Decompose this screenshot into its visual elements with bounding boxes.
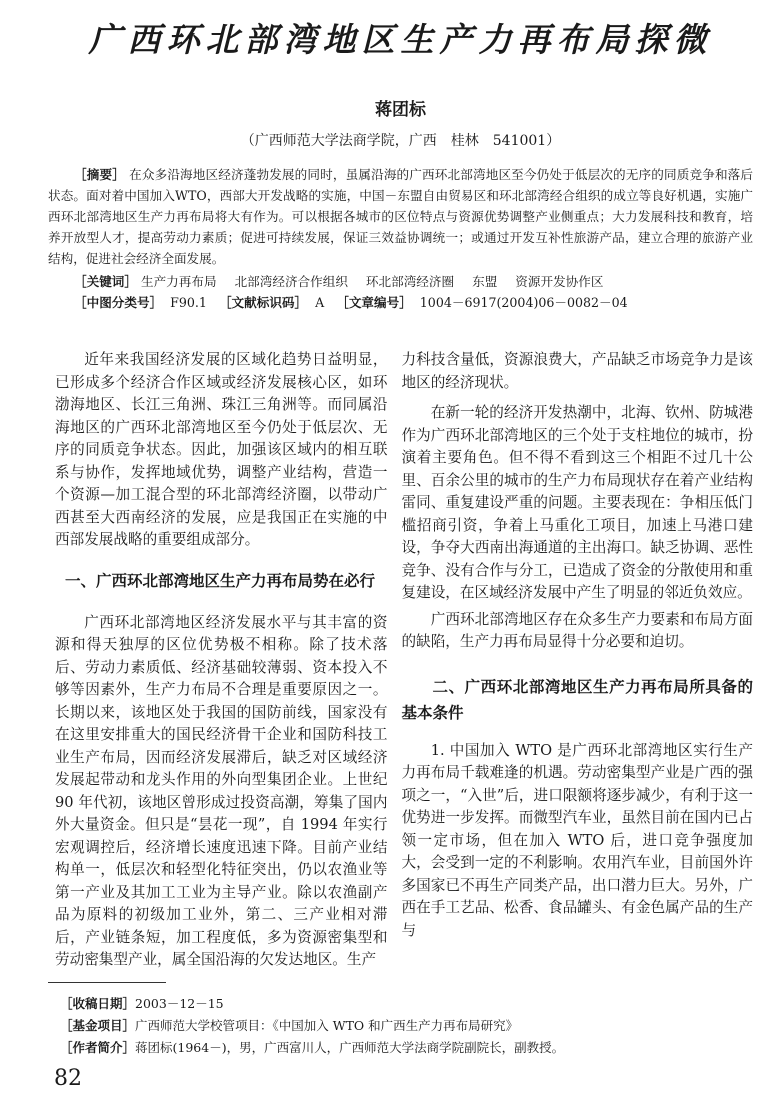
article-no-label: ［文章编号］ — [336, 295, 412, 310]
abstract-label: ［摘要］ — [74, 167, 125, 182]
footnote-author — [60, 1037, 753, 1059]
left-column — [55, 349, 388, 972]
section-2-paragraph-1: 1. 中国加入 WTO 是广西环北部湾地区实行生产力再布局千载难逢的机遇。劳动密集型产业是广西的强项之一，“入世”后，进口限额将逐步减少，有利于这一优势进一步发挥。而微型汽车业，虽然目前在国内已占领一定市场，但在加入 WTO 后，进口竞争强度加大，会受到一定的不利影响。农用汽车业，目前国外许多国家已不再生产同类产品，出口潜力巨大。另外，广西在手工艺品、松香、食品罐头、有金色属产品的生产与 — [401, 741, 753, 939]
right-column — [402, 349, 753, 942]
footnote-received — [60, 993, 753, 1015]
keyword: 环北部湾经济圈 — [365, 274, 455, 289]
section-1-paragraph-3: 广西环北部湾地区存在众多生产力要素和布局方面的缺陷，生产力再布局显得十分必要和迫切。 — [401, 610, 753, 650]
abstract-text: 在众多沿海地区经济蓬勃发展的同时，虽属沿海的广西环北部湾地区至今仍处于低层次的无序的同质竞争和落后状态。面对着中国加入WTO，西部大开发战略的实施，中国－东盟自由贸易区和环北部湾经合组织的成立等良好机遇，实施广西环北部湾地区生产力再布局将大有作为。可以根据各城市的区位特点与资源优势调整产业侧重点；大力发展科技和教育，培养开放型人才，提高劳动力素质；促进可持续发展，保证三效益协调统一；或通过开发互补性旅游产品，建立合理的旅游产业结构，促进社会经济全面发展。 — [48, 167, 754, 266]
keyword: 东盟 — [472, 274, 498, 289]
page-number: 82 — [54, 1065, 82, 1091]
intro-paragraph: 近年来我国经济发展的区域化趋势日益明显，已形成多个经济合作区域或经济发展核心区，如环渤海地区、长江三角洲、珠江三角洲等。而同属沿海地区的广西环北部湾地区至今仍处于低层次、无序的同质竞争状态。因此，加强该区域内的相互联系与协作，发挥地域优势，调整产业结构，营造一个资源—加工混合型的环北部湾经济圈，以带动广西甚至大西南经济的发展，应是我国正在实施的中西部发展战略的重要组成部分。 — [55, 351, 388, 548]
clc-value: F90.1 — [170, 295, 207, 310]
section-1-paragraph-1-continued: 力科技含量低，资源浪费大，产品缺乏市场竞争力是该地区的经济现状。 — [401, 351, 753, 391]
fund-label: ［基金项目］ — [60, 1017, 136, 1033]
keyword: 北部湾经济合作组织 — [234, 274, 348, 289]
article-no-value: 1004－6917(2004)06－0082－04 — [419, 295, 628, 310]
section-1-paragraph-2: 在新一轮的经济开发热潮中，北海、钦州、防城港作为广西环北部湾地区的三个处于支柱地位的城市，扮演着主要角色。但不得不看到这三个相距不过几十公里、百余公里的城市的生产力布局现状存在着产业结构雷同、重复建设严重的问题。主要表现在：争相压低门槛招商引资，争着上马重化工项目，加速上马港口建设，争夺大西南出海通道的主出海口。缺乏协调、恶性竞争、没有合作与分工，已造成了资金的分散使用和重复建设，在区域经济发展中产生了明显的邻近负效应。 — [401, 404, 753, 601]
paper-title: 广西环北部湾地区生产力再布局探微 — [88, 20, 713, 59]
author-name: 蒋团标 — [375, 100, 426, 120]
keywords-label: ［关键词］ — [74, 274, 137, 289]
keyword: 生产力再布局 — [140, 274, 217, 289]
keywords — [48, 271, 753, 292]
author-affiliation: （广西师范大学法商学院，广西 桂林 541001） — [240, 133, 561, 149]
section-1-heading: 一、广西环北部湾地区生产力再布局势在必行 — [65, 571, 376, 590]
footnotes — [48, 993, 753, 1059]
section-2-heading: 二、广西环北部湾地区生产力再布局所具备的基本条件 — [401, 677, 753, 722]
footnote-fund — [60, 1015, 753, 1037]
received-label: ［收稿日期］ — [60, 995, 136, 1011]
fund-text: 广西师范大学校管项目：《中国加入 WTO 和广西生产力再布局研究》 — [135, 1017, 519, 1033]
doc-code-value: A — [315, 295, 325, 310]
clc-label: ［中图分类号］ — [74, 295, 163, 310]
author-bio-label: ［作者简介］ — [60, 1039, 136, 1055]
abstract — [48, 164, 753, 269]
section-1-paragraph-1: 广西环北部湾地区经济发展水平与其丰富的资源和得天独厚的区位优势极不相称。除了技术落后、劳动力素质低、经济基础较薄弱、资本投入不够等因素外，生产力布局不合理是重要原因之一。长期以来，该地区处于我国的国防前线，国家没有在这里安排重大的国民经济骨干企业和国防科技工业生产布局，因而经济发展滞后，缺乏对区域经济发展起带动和龙头作用的外向型集团企业。上世纪 90 年代初，该地区曾形成过投资高潮，筹集了国内外大量资金。但只是“昙花一现”，自 1994 年实行宏观调控后，经济增长速度迅速下降。目前产业结构单一，低层次和轻型化特征突出，仍以农渔业等第一产业及其加工工业为主导产业。除以农渔副产品为原料的初级加工业外，第二、三产业相对滞后，产业链条短，加工程度低，多为资源密集型和劳动密集型产业，属全国沿海的欠发达地区。生产 — [55, 613, 388, 968]
classification-line — [48, 292, 753, 313]
keyword: 资源开发协作区 — [515, 274, 604, 289]
body-columns — [48, 349, 753, 972]
received-date: 2003－12－15 — [135, 995, 224, 1011]
doc-code-label: ［文献标识码］ — [218, 295, 308, 310]
footnote-divider — [48, 982, 166, 983]
author-bio-text: 蒋团标(1964－)，男，广西富川人，广西师范大学法商学院副院长，副教授。 — [135, 1039, 565, 1055]
